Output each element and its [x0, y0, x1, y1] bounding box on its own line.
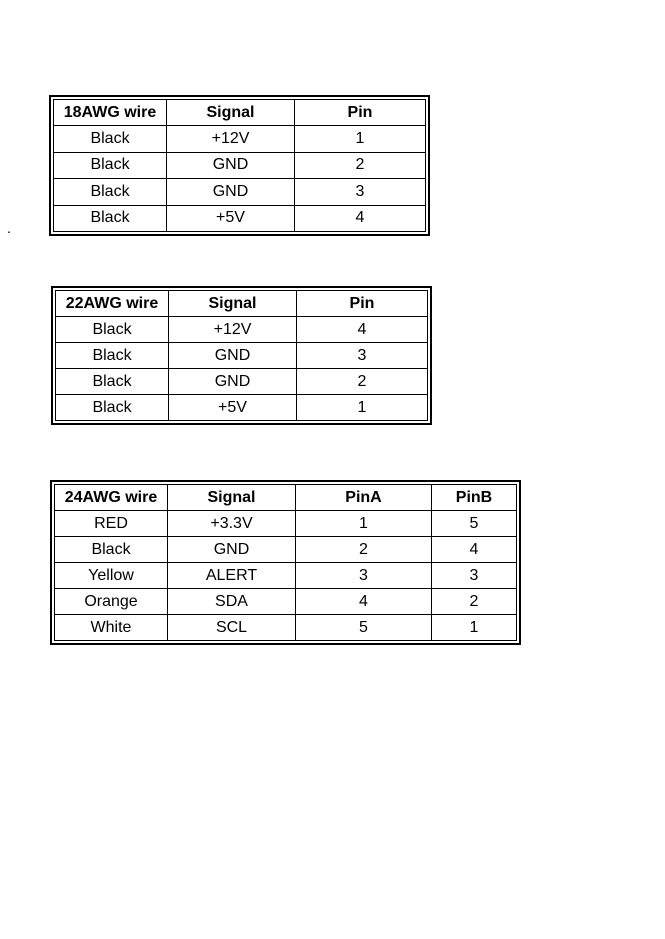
cell-wire: Yellow	[55, 563, 168, 589]
cell-pin: 2	[295, 152, 426, 178]
table-row	[54, 179, 426, 205]
table-header-row	[55, 485, 517, 511]
table-18awg	[49, 95, 430, 236]
table-row	[55, 511, 517, 537]
cell-pin-a: 2	[296, 537, 432, 563]
cell-pin-a: 3	[296, 563, 432, 589]
header-pin: Pin	[297, 291, 428, 317]
table-row	[54, 205, 426, 231]
header-signal: Signal	[167, 100, 295, 126]
header-wire: 18AWG wire	[54, 100, 167, 126]
cell-signal: +5V	[169, 395, 297, 421]
table-row	[56, 343, 428, 369]
header-wire: 22AWG wire	[56, 291, 169, 317]
cell-pin-b: 4	[432, 537, 517, 563]
cell-signal: +5V	[167, 205, 295, 231]
header-signal: Signal	[169, 291, 297, 317]
header-wire: 24AWG wire	[55, 485, 168, 511]
cell-pin: 1	[297, 395, 428, 421]
cell-wire: Black	[54, 152, 167, 178]
header-signal: Signal	[168, 485, 296, 511]
cell-pin-a: 1	[296, 511, 432, 537]
cell-wire: Black	[56, 395, 169, 421]
header-pin-b: PinB	[432, 485, 517, 511]
table-header-row	[56, 291, 428, 317]
table-row	[55, 537, 517, 563]
table-22awg	[51, 286, 432, 425]
cell-pin-b: 3	[432, 563, 517, 589]
cell-signal: +12V	[169, 317, 297, 343]
table-row	[54, 126, 426, 152]
table-24awg	[50, 480, 521, 645]
cell-signal: ALERT	[168, 563, 296, 589]
cell-signal: +12V	[167, 126, 295, 152]
cell-pin-a: 4	[296, 589, 432, 615]
table-row	[56, 395, 428, 421]
cell-wire: Black	[54, 126, 167, 152]
cell-signal: GND	[167, 152, 295, 178]
cell-pin-b: 1	[432, 615, 517, 641]
table-row	[55, 563, 517, 589]
cell-signal: SCL	[168, 615, 296, 641]
cell-wire: White	[55, 615, 168, 641]
cell-signal: GND	[168, 537, 296, 563]
table-row	[55, 589, 517, 615]
cell-pin: 1	[295, 126, 426, 152]
stray-mark: .	[7, 220, 11, 236]
table-row	[55, 615, 517, 641]
cell-pin-a: 5	[296, 615, 432, 641]
cell-wire: RED	[55, 511, 168, 537]
cell-wire: Black	[54, 205, 167, 231]
cell-pin: 2	[297, 369, 428, 395]
cell-wire: Black	[56, 343, 169, 369]
header-pin-a: PinA	[296, 485, 432, 511]
table-row	[56, 369, 428, 395]
table-row	[54, 152, 426, 178]
cell-signal: GND	[167, 179, 295, 205]
cell-signal: SDA	[168, 589, 296, 615]
cell-pin: 3	[295, 179, 426, 205]
table-header-row	[54, 100, 426, 126]
cell-signal: GND	[169, 343, 297, 369]
table-row	[56, 317, 428, 343]
cell-wire: Black	[56, 369, 169, 395]
cell-pin: 4	[295, 205, 426, 231]
cell-signal: +3.3V	[168, 511, 296, 537]
cell-wire: Black	[55, 537, 168, 563]
cell-signal: GND	[169, 369, 297, 395]
cell-wire: Black	[56, 317, 169, 343]
cell-wire: Orange	[55, 589, 168, 615]
cell-pin-b: 2	[432, 589, 517, 615]
cell-pin: 3	[297, 343, 428, 369]
cell-pin: 4	[297, 317, 428, 343]
cell-wire: Black	[54, 179, 167, 205]
cell-pin-b: 5	[432, 511, 517, 537]
header-pin: Pin	[295, 100, 426, 126]
